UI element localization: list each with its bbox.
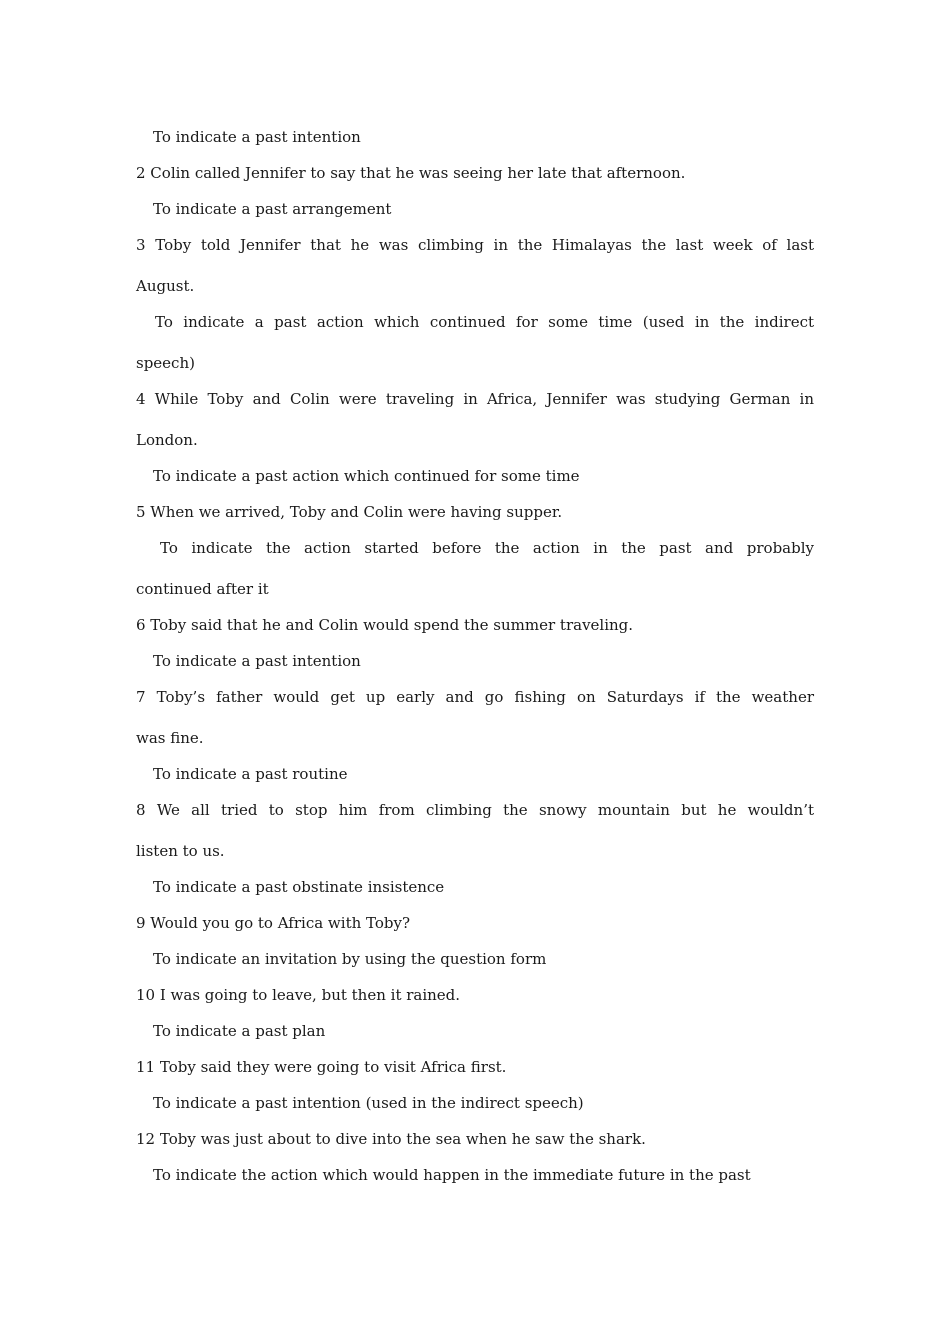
item-10-text: 10 I was going to leave, but then it rained. [136, 986, 461, 1004]
item-5-text: 5 When we arrived, Toby and Colin were having supper. [136, 503, 563, 521]
answer-line: To indicate a past obstinate insistence [153, 878, 445, 896]
item-3-text: 3 Toby told Jennifer that he was climbing in the Himalayas the last week of last [136, 236, 814, 254]
item-3-text-cont: August. [136, 277, 195, 295]
answer-line: To indicate a past routine [153, 765, 348, 783]
answer-line: To indicate the action which would happen in the immediate future in the past [153, 1166, 751, 1184]
answer-line: To indicate a past intention [153, 652, 361, 670]
answer-line: To indicate the action started before the action in the past and probably [160, 539, 814, 557]
answer-line: To indicate a past action which continued for some time (used in the indirect [155, 313, 814, 331]
answer-line: To indicate a past intention (used in the indirect speech) [153, 1094, 584, 1112]
answer-line-cont: continued after it [136, 580, 269, 598]
item-7-text-cont: was fine. [136, 729, 204, 747]
item-12-text: 12 Toby was just about to dive into the sea when he saw the shark. [136, 1130, 646, 1148]
item-4-text: 4 While Toby and Colin were traveling in Africa, Jennifer was studying German in [136, 390, 814, 408]
item-2-text: 2 Colin called Jennifer to say that he was seeing her late that afternoon. [136, 164, 686, 182]
answer-line: To indicate a past plan [153, 1022, 326, 1040]
item-11-text: 11 Toby said they were going to visit Africa first. [136, 1058, 507, 1076]
answer-line-cont: speech) [136, 354, 195, 372]
item-9-text: 9 Would you go to Africa with Toby? [136, 914, 411, 932]
answer-line: To indicate an invitation by using the question form [153, 950, 547, 968]
answer-line: To indicate a past arrangement [153, 200, 392, 218]
answer-line: To indicate a past intention [153, 128, 361, 146]
item-8-text: 8 We all tried to stop him from climbing the snowy mountain but he wouldn’t [136, 801, 814, 819]
item-7-text: 7 Toby’s father would get up early and go fishing on Saturdays if the weather [136, 688, 814, 706]
item-4-text-cont: London. [136, 431, 198, 449]
item-8-text-cont: listen to us. [136, 842, 225, 860]
answer-line: To indicate a past action which continued for some time [153, 467, 580, 485]
item-6-text: 6 Toby said that he and Colin would spend the summer traveling. [136, 616, 634, 634]
